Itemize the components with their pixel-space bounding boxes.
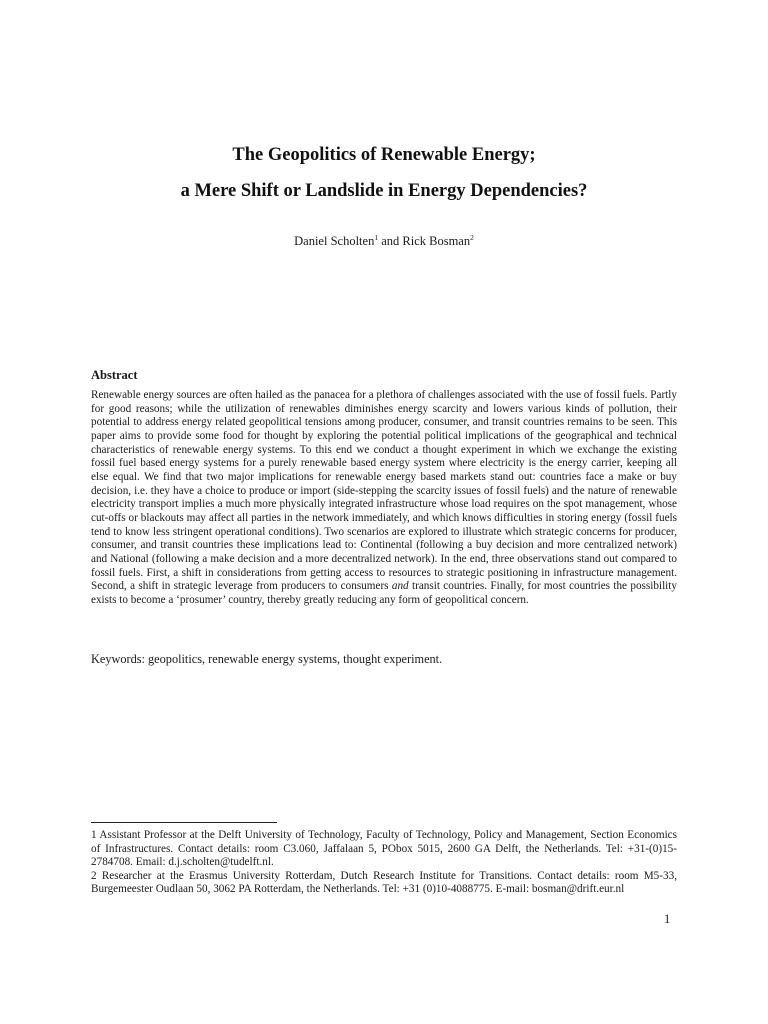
author-list (0, 234, 768, 249)
abstract-text: Renewable energy sources are often hailed as the panacea for a plethora of challenges associated with the use of fossil fuels. Partly for good reasons; while the utilization of renewables diminishes energy scarcity and lowers various kinds of pollution, their potential to address energy related geopolitical tensions among producer, consumer, and transit countries remains to be seen. This paper aims to provide some food for thought by exploring the potential political implications of the geographical and technical characteristics of renewable energy systems. To this end we conduct a thought experiment in which we exchange the existing fossil fuel based energy systems for a purely renewable based energy system where electricity is the energy carrier, keeping all else equal. We find that two major implications for renewable energy based markets stand out: countries face a make or buy decision, i.e. they have a choice to produce or import (side-stepping the scarcity issues of fossil fuels) and the nature of renewable electricity transport implies a much more physically integrated infrastructure whose load requires on the spot management, whose cut-offs or blackouts may affect all parties in the network immediately, and which knows difficulties in storing energy (fossil fuels tend to know less stringent operational conditions). Two scenarios are explored to illustrate which strategic concerns for producer, consumer, and transit countries these implications lead to: Continental (following a buy decision and more centralized network) and National (following a make decision and a more decentralized network). In the end, three observations stand out compared to fossil fuels. First, a shift in considerations from getting access to resources to strategic positioning in infrastructure management. Second, a shift in strategic leverage from producers to consumers (91, 389, 677, 593)
footnotes (91, 829, 677, 897)
footnote: 2 Researcher at the Erasmus University Rotterdam, Dutch Research Institute for Transitions. Contact details: room M5-33, Burgemeester Oudlaan 50, 3062 PA Rotterdam, the Netherlands. Tel: +31 (0)10-4088775. E-mail: bosman@drift.eur.nl (91, 869, 677, 896)
abstract-heading: Abstract (91, 368, 138, 382)
paper-title-line-2: a Mere Shift or Landslide in Energy Dependencies? (180, 181, 588, 201)
abstract-emphasis: and (391, 580, 409, 593)
author-joiner: and (378, 234, 403, 248)
author-name: Daniel Scholten (294, 234, 375, 248)
page-number: 1 (664, 912, 671, 926)
footnote: 1 Assistant Professor at the Delft University of Technology, Faculty of Technology, Policy and Management, Section Economics of Infrastructures. Contact details: room C3.060, Jaffalaan 5, PObox 5015, 2600 GA Delft, the Netherlands. Tel: +31-(0)15-2784708. Email: d.j.scholten@tudelft.nl. (91, 829, 677, 869)
footnote-marker: 1 (374, 232, 379, 242)
footnote-separator (91, 822, 277, 823)
author-name: Rick Bosman (402, 234, 471, 248)
paper-title-line-1: The Geopolitics of Renewable Energy; (232, 145, 536, 165)
abstract-body (91, 389, 677, 608)
footnote-marker: 2 (470, 232, 474, 242)
keywords: Keywords: geopolitics, renewable energy systems, thought experiment. (91, 652, 443, 666)
abstract-text: transit countries. Finally, for most countries the possibility exists to become a ‘prosumer’ country, thereby greatly reducing any form of geopolitical concern. (91, 580, 677, 606)
